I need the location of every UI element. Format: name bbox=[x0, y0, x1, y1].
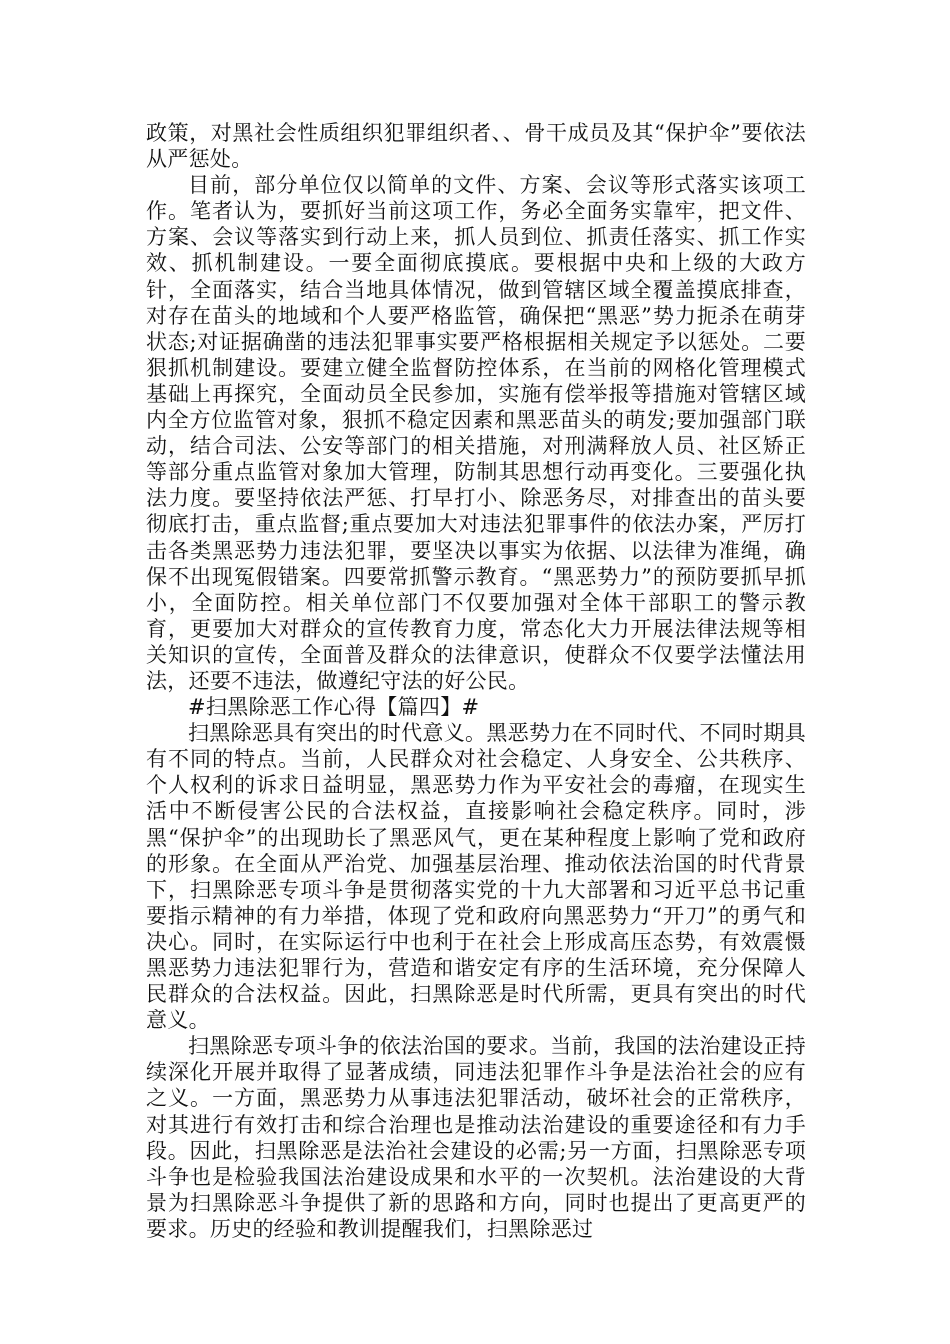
paragraph-era-significance: 扫黑除恶具有突出的时代意义。黑恶势力在不同时代、不同时期具有不同的特点。当前，人民群众对社会稳定、人身安全、公共秩序、个人权利的诉求日益明显，黑恶势力作为平安社会的毒瘤，在现实生活中不断侵害公民的合法权益，直接影响社会稳定秩序。同时，涉黑“保护伞”的出现助长了黑恶风气，更在某种程度上影响了党和政府的形象。在全面从严治党、加强基层治理、推动依法治国的时代背景下，扫黑除恶专项斗争是贯彻落实党的十九大部署和习近平总书记重要指示精神的有力举措，体现了党和政府向黑恶势力“开刀”的勇气和决心。同时，在实际运行中也利于在社会上形成高压态势，有效震慑黑恶势力违法犯罪行为，营造和谐安定有序的生活环境，充分保障人民群众的合法权益。因此，扫黑除恶是时代所需，更具有突出的时代意义。 bbox=[146, 721, 806, 1033]
section-heading: #扫黑除恶工作心得【篇四】# bbox=[188, 695, 480, 720]
paragraph-rule-of-law: 扫黑除恶专项斗争的依法治国的要求。当前，我国的法治建设正持续深化开展并取得了显著成绩，同违法犯罪作斗争是法治社会的应有之义。一方面，黑恶势力从事违法犯罪活动，破坏社会的正常秩序，对其进行有效打击和综合治理也是推动法治建设的重要途径和有力手段。因此，扫黑除恶是法治社会建设的必需;另一方面，扫黑除恶专项斗争也是检验我国法治建设成果和水平的一次契机。法治建设的大背景为扫黑除恶斗争提供了新的思路和方向，同时也提出了更高更严的要求。历史的经验和教训提醒我们，扫黑除恶过 bbox=[146, 1034, 806, 1241]
paragraph-continuation: 政策，对黑社会性质组织犯罪组织者、、骨干成员及其“保护伞”要依法从严惩处。 bbox=[146, 121, 806, 172]
document-body bbox=[146, 120, 806, 1242]
paragraph-work-measures: 目前，部分单位仅以简单的文件、方案、会议等形式落实该项工作。笔者认为，要抓好当前这项工作，务必全面务实靠牢，把文件、方案、会议等落实到行动上来，抓人员到位、抓责任落实、抓工作实效、抓机制建设。一要全面彻底摸底。要根据中央和上级的大政方针，全面落实，结合当地具体情况，做到管辖区域全覆盖摸底排查，对存在苗头的地域和个人要严格监管，确保把“黑恶”势力扼杀在萌芽状态;对证据确凿的违法犯罪事实要严格根据相关规定予以惩处。二要狠抓机制建设。要建立健全监督防控体系，在当前的网格化管理模式基础上再探究，全面动员全民参加，实施有偿举报等措施对管辖区域内全方位监管对象，狠抓不稳定因素和黑恶苗头的萌发;要加强部门联动，结合司法、公安等部门的相关措施，对刑满释放人员、社区矫正等部分重点监管对象加大管理，防制其思想行动再变化。三要强化执法力度。要坚持依法严惩、打早打小、除恶务尽，对排查出的苗头要彻底打击，重点监督;重点要加大对违法犯罪事件的依法办案，严厉打击各类黑恶势力违法犯罪，要坚决以事实为依据、以法律为准绳，确保不出现冤假错案。四要常抓警示教育。“黑恶势力”的预防要抓早抓小，全面防控。相关单位部门不仅要加强对全体干部职工的警示教育，更要加大对群众的宣传教育力度，常态化大力开展法律法规等相关知识的宣传，全面普及群众的法律意识，使群众不仅要学法懂法用法，还要不违法，做遵纪守法的好公民。 bbox=[146, 173, 806, 693]
